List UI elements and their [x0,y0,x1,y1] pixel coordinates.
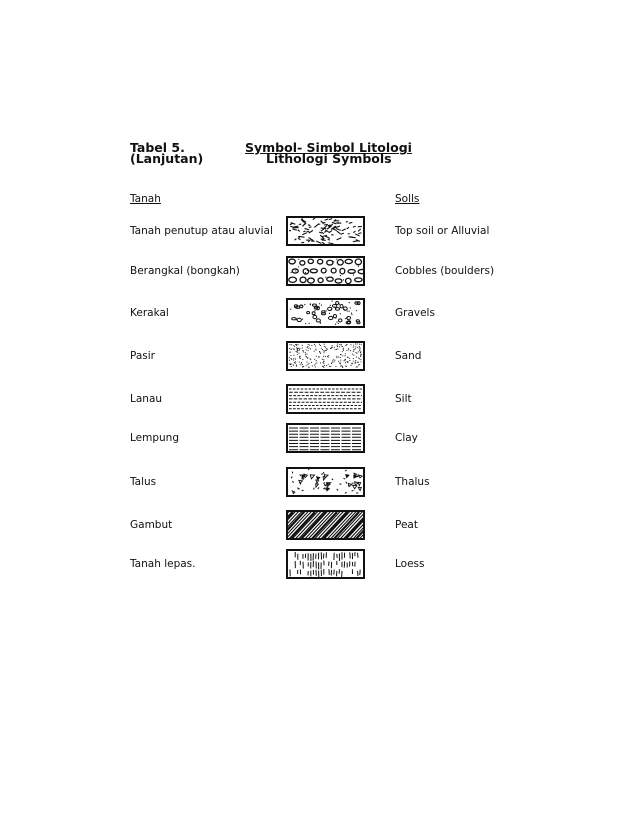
row-label-english: Clay [395,432,418,444]
row-label-indonesian: Tanah lepas. [130,558,196,570]
sand-symbol [286,341,365,371]
row-label-indonesian: Pasir [130,350,155,362]
section-label-english: Solls [395,193,420,205]
row-label-indonesian: Tanah penutup atau aluvial [130,225,273,237]
title-indonesian: Symbol- Simbol Litologi [245,140,412,155]
silt-symbol [286,384,365,414]
title-english: Lithologi Symbols [266,151,392,166]
peat-symbol [286,510,365,540]
clay-symbol [286,423,365,453]
table-number: Tabel 5. [130,140,185,155]
row-label-english: Thalus [395,476,430,488]
talus-symbol [286,467,365,497]
section-label-indonesian: Tanah [130,193,161,205]
topsoil-symbol [286,216,365,246]
row-label-english: Gravels [395,307,435,319]
row-label-indonesian: Lanau [130,393,163,405]
topsoil-pattern [286,216,365,246]
cobbles-symbol [286,256,365,286]
cobbles-pattern [286,256,365,286]
clay-pattern [286,423,365,453]
loess-symbol [286,549,365,579]
row-label-indonesian: Gambut [130,519,173,531]
row-label-english: Sand [395,350,422,362]
row-label-indonesian: Berangkal (bongkah) [130,265,240,277]
silt-pattern [286,384,365,414]
gravels-pattern [286,298,365,328]
row-label-english: Peat [395,519,418,531]
row-label-english: Cobbles (boulders) [395,265,495,277]
row-label-english: Loess [395,558,425,570]
row-label-english: Silt [395,393,412,405]
gravels-symbol [286,298,365,328]
row-label-indonesian: Talus [130,476,157,488]
peat-pattern [286,510,365,540]
sand-pattern [286,341,365,371]
row-label-indonesian: Kerakal [130,307,169,319]
talus-pattern [286,467,365,497]
continued-label: (Lanjutan) [130,151,204,166]
loess-pattern [286,549,365,579]
row-label-indonesian: Lempung [130,432,179,444]
row-label-english: Top soil or Alluvial [395,225,490,237]
